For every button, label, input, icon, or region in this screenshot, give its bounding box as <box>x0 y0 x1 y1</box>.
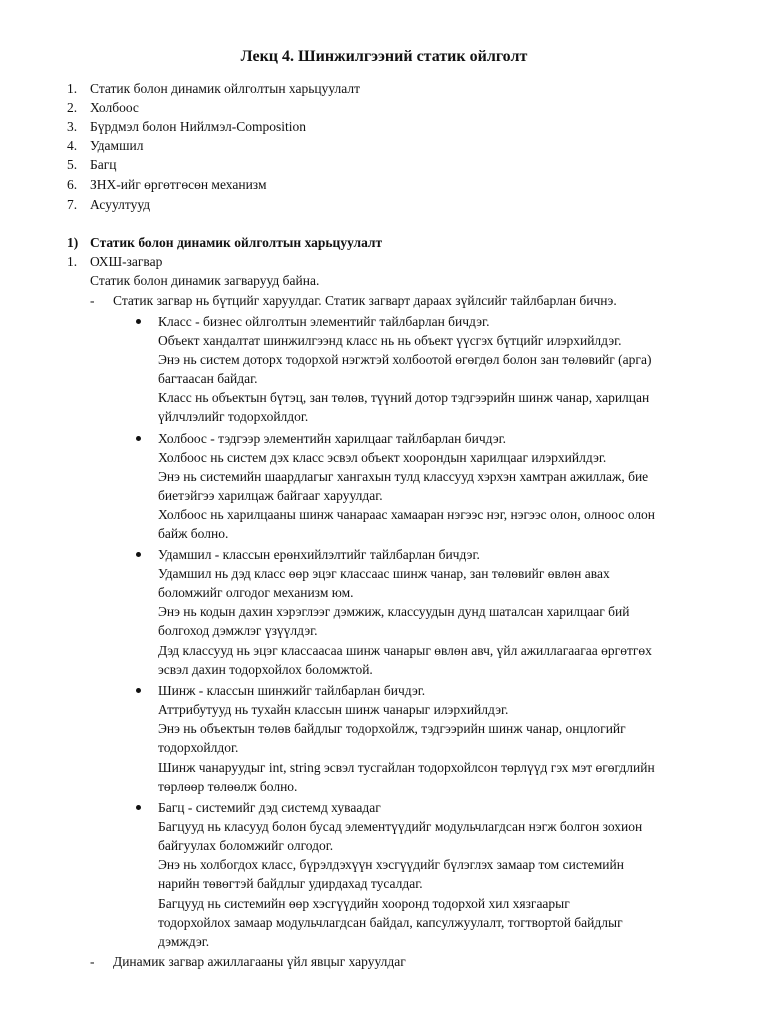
bullet-text: Энэ нь кодын дахин хэрэглээг дэмжиж, классуудын дунд шаталсан харилцааг бий <box>158 604 630 619</box>
page-title: Лекц 4. Шинжилгээний статик ойлголт <box>240 48 528 65</box>
toc-number: 6. <box>67 177 78 192</box>
bullet-text: Шинж чанаруудыг int, string эсвэл тусгайлан тодорхойлсон төрлүүд гэх мэт өгөгдлийн <box>158 760 655 775</box>
bullet-text: Энэ нь систем доторх тодорхой нэгжтэй холбоотой өгөгдөл болон зан төлөвийг (арга) <box>158 352 652 367</box>
bullet-text: байж болно. <box>158 526 229 541</box>
bullet-text: болгоход дэмжлэг үзүүлдэг. <box>158 623 318 638</box>
toc-number: 5. <box>67 157 78 172</box>
bullet-text: боломжийг олгодог механизм юм. <box>158 585 354 600</box>
bullet-text: байгуулах боломжийг олгодог. <box>158 838 334 853</box>
bullet-text: Багц - системийг дэд системд хуваадаг <box>158 800 381 815</box>
bullet-text: Объект хандалтат шинжилгээнд класс нь нь объект үүсгэх бүтцийг илэрхийлдэг. <box>158 333 622 348</box>
toc-item: Удамшил <box>90 138 144 153</box>
dynamic-model-text: Динамик загвар ажиллагааны үйл явцыг харуулдаг <box>113 954 406 969</box>
bullet-text: дэмждэг. <box>158 934 210 949</box>
bullet-text: биетэйгээ харилцаж байгааг харуулдаг. <box>158 488 383 503</box>
toc-number: 1. <box>67 81 78 96</box>
bullet-text: Класс - бизнес ойлголтын элементийг тайлбарлан бичдэг. <box>158 314 490 329</box>
bullet-text: Удамшил нь дэд класс өөр эцэг классаас шинж чанар, зан төлөвийг өвлөн авах <box>158 566 610 581</box>
bullet-text: Энэ нь системийн шаардлагыг хангахын тулд классууд хэрхэн хамтран ажиллаж, бие <box>158 469 649 484</box>
bullet-text: Удамшил - классын ерөнхийлэлтийг тайлбарлан бичдэг. <box>158 547 480 562</box>
bullet-icon <box>136 436 141 441</box>
bullet-text: Багцууд нь класууд болон бусад элементүүдийг модульчлагдсан нэгж болгон зохион <box>158 819 643 834</box>
bullet-text: тодорхойлох замаар модульчлагдсан байдал, капсулжуулалт, тогтвортой байдлыг <box>158 915 623 930</box>
bullet-text: Холбоос - тэдгээр элементийн харилцааг тайлбарлан бичдэг. <box>158 431 507 446</box>
dash-marker: - <box>90 293 95 308</box>
dash-marker: - <box>90 954 95 969</box>
bullet-text: Багцууд нь системийн өөр хэсгүүдийн хооронд тодорхой хил хязгаарыг <box>158 896 570 911</box>
bullet-icon <box>136 319 141 324</box>
bullet-text: Холбоос нь систем дэх класс эсвэл объект хоорондын харилцааг илэрхийлдэг. <box>158 450 607 465</box>
toc-item: Статик болон динамик ойлголтын харьцуулалт <box>90 81 361 96</box>
bullet-text: Аттрибутууд нь тухайн классын шинж чанарыг илэрхийлдэг. <box>158 702 509 717</box>
bullet-text: Дэд классууд нь эцэг классаасаа шинж чанарыг өвлөн авч, үйл ажиллагаагаа өргөтгөх <box>158 643 652 658</box>
bullet-text: Класс нь объектын бүтэц, зан төлөв, түүний дотор тэдгээрийн шинж чанар, харилцан <box>158 390 650 405</box>
section-number: 1) <box>67 235 79 250</box>
bullet-text: Энэ нь холбогдох класс, бүрэлдэхүүн хэсгүүдийг бүлэглэх замаар том системийн <box>158 857 624 872</box>
toc-number: 7. <box>67 197 78 212</box>
toc-number: 4. <box>67 138 78 153</box>
bullet-text: нарийн төвөгтэй байдлыг удирдахад тусалдаг. <box>158 876 423 891</box>
toc-item: ЗНХ-ийг өргөтгөсөн механизм <box>90 177 267 192</box>
bullet-text: Шинж - классын шинжийг тайлбарлан бичдэг. <box>158 683 426 698</box>
section-heading: Статик болон динамик ойлголтын харьцуулалт <box>90 235 383 250</box>
bullet-text: тодорхойлдог. <box>158 740 239 755</box>
bullet-icon <box>136 552 141 557</box>
bullet-icon <box>136 805 141 810</box>
toc-item: Багц <box>90 157 117 172</box>
subsection-intro: Статик болон динамик загварууд байна. <box>90 273 320 288</box>
bullet-text: эсвэл дахин тодорхойлох боломжтой. <box>158 662 373 677</box>
toc-item: Холбоос <box>90 100 139 115</box>
toc-item: Бүрдмэл болон Нийлмэл-Composition <box>90 119 307 134</box>
toc-number: 2. <box>67 100 78 115</box>
toc-item: Асуултууд <box>90 197 151 212</box>
subsection-number: 1. <box>67 254 78 269</box>
toc-number: 3. <box>67 119 78 134</box>
bullet-text: Энэ нь объектын төлөв байдлыг тодорхойлж, тэдгээрийн шинж чанар, онцлогийг <box>158 721 626 736</box>
bullet-text: үйлчлэлийг тодорхойлдог. <box>158 409 309 424</box>
bullet-text: Холбоос нь харилцааны шинж чанараас хамааран нэгээс нэг, нэгээс олон, олноос олон <box>158 507 656 522</box>
bullet-text: төрлөөр төлөөлж болно. <box>158 779 298 794</box>
bullet-icon <box>136 688 141 693</box>
bullet-text: багтаасан байдаг. <box>158 371 258 386</box>
subsection-label: ОХШ-загвар <box>90 254 163 269</box>
static-model-text: Статик загвар нь бүтцийг харуулдаг. Статик загварт дараах зүйлсийг тайлбарлан бичнэ. <box>113 293 617 308</box>
